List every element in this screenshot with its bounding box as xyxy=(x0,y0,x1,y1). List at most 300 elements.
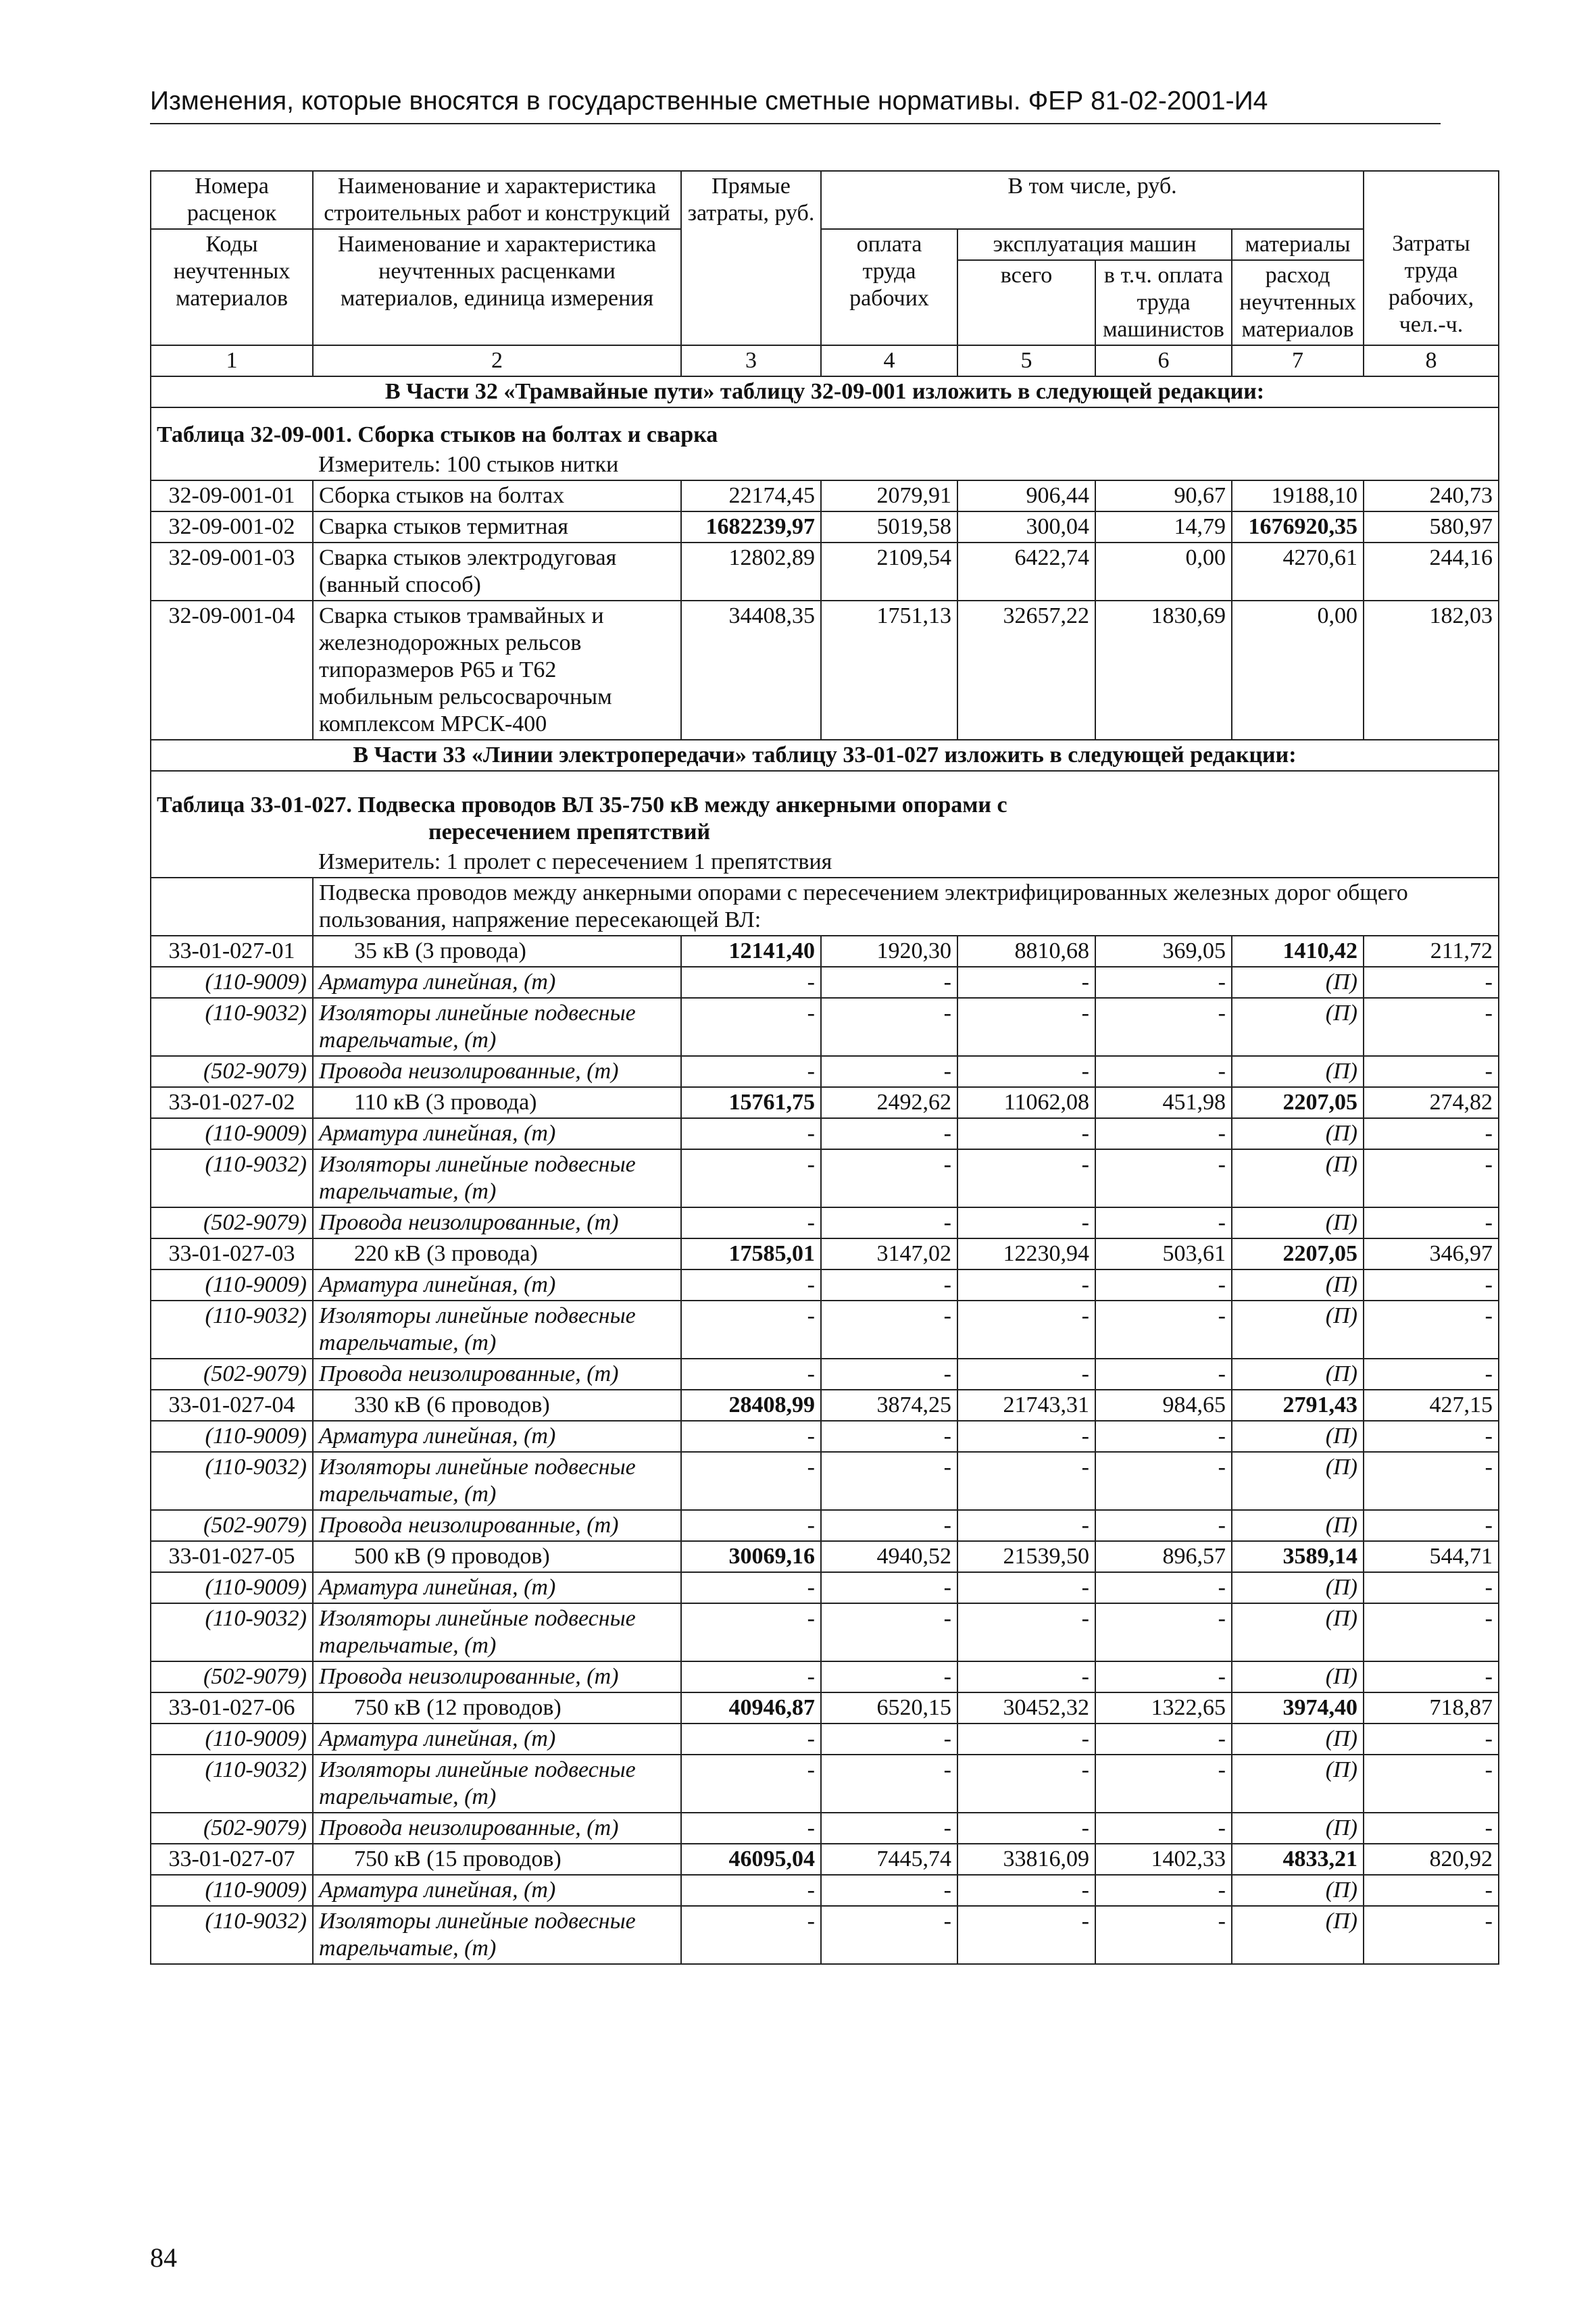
dash: - xyxy=(1364,1452,1499,1510)
machines-total: 30452,32 xyxy=(957,1692,1095,1724)
dash: - xyxy=(821,1875,957,1906)
unaccounted-material: (П) xyxy=(1232,1572,1364,1603)
part33-heading: В Части 33 «Линии электропередачи» таблицу 33-01-027 изложить в следующей редакции: xyxy=(151,740,1499,771)
dash: - xyxy=(957,1118,1095,1149)
table-head-row-1 xyxy=(151,171,1499,229)
materials: 4270,61 xyxy=(1232,543,1364,601)
worker-pay: 3147,02 xyxy=(821,1238,957,1269)
dash: - xyxy=(957,998,1095,1056)
part33-measure-row xyxy=(151,847,1499,878)
material-name: Изоляторы линейные подвесные тарельчатые, (т) xyxy=(313,1755,681,1813)
head-col2-top: Наименование и характеристика строительных работ и конструкций xyxy=(313,171,681,229)
dash: - xyxy=(1364,1813,1499,1844)
dash: - xyxy=(1095,1906,1232,1964)
dash: - xyxy=(957,1056,1095,1087)
dash: - xyxy=(681,1056,821,1087)
column-numbers: 1 2 3 4 5 6 7 8 xyxy=(151,345,1499,376)
materials: 19188,10 xyxy=(1232,480,1364,511)
material-code: (110-9032) xyxy=(151,1906,313,1964)
dash: - xyxy=(957,1301,1095,1359)
dash: - xyxy=(1364,998,1499,1056)
material-name: Изоляторы линейные подвесные тарельчатые, (т) xyxy=(313,1906,681,1964)
dash: - xyxy=(1095,1661,1232,1692)
dash: - xyxy=(957,1661,1095,1692)
dash: - xyxy=(821,1207,957,1238)
dash: - xyxy=(1364,1661,1499,1692)
dash: - xyxy=(821,1118,957,1149)
rate-name: 110 кВ (3 провода) xyxy=(313,1087,681,1118)
head-col7: расход неучтенных материалов xyxy=(1232,260,1364,345)
direct-costs: 34408,35 xyxy=(681,601,821,740)
dash: - xyxy=(681,1724,821,1755)
dash: - xyxy=(1095,967,1232,998)
table-row xyxy=(151,1692,1499,1724)
table-row xyxy=(151,1087,1499,1118)
dash: - xyxy=(1364,1906,1499,1964)
head-col3: Прямые затраты, руб. xyxy=(681,171,821,345)
operators-pay: 451,98 xyxy=(1095,1087,1232,1118)
dash: - xyxy=(681,998,821,1056)
material-name: Арматура линейная, (т) xyxy=(313,1269,681,1301)
labor-hours: 244,16 xyxy=(1364,543,1499,601)
dash: - xyxy=(957,1269,1095,1301)
rate-code: 33-01-027-01 xyxy=(151,936,313,967)
dash: - xyxy=(1095,1118,1232,1149)
material-code: (110-9032) xyxy=(151,1452,313,1510)
labor-hours: 580,97 xyxy=(1364,511,1499,543)
operators-pay: 14,79 xyxy=(1095,511,1232,543)
spacer xyxy=(151,878,313,936)
part33-group-note: Подвеска проводов между анкерными опорами с пересечением электрифицированных железных дорог общего пользования, напряжение пересекающей ВЛ: xyxy=(313,878,1499,936)
operators-pay: 984,65 xyxy=(1095,1390,1232,1421)
material-code: (502-9079) xyxy=(151,1359,313,1390)
material-name: Арматура линейная, (т) xyxy=(313,1572,681,1603)
materials: 2207,05 xyxy=(1232,1238,1364,1269)
part33-title-row-2 xyxy=(151,819,1499,847)
material-row xyxy=(151,1118,1499,1149)
dash: - xyxy=(1095,1875,1232,1906)
dash: - xyxy=(821,1452,957,1510)
dash: - xyxy=(821,1421,957,1452)
rate-code: 32-09-001-04 xyxy=(151,601,313,740)
operators-pay: 0,00 xyxy=(1095,543,1232,601)
part33-measure: Измеритель: 1 пролет с пересечением 1 препятствия xyxy=(313,847,1499,878)
machines-total: 21743,31 xyxy=(957,1390,1095,1421)
material-code: (110-9009) xyxy=(151,1421,313,1452)
dash: - xyxy=(957,1207,1095,1238)
dash: - xyxy=(681,1906,821,1964)
material-code: (110-9009) xyxy=(151,967,313,998)
worker-pay: 7445,74 xyxy=(821,1844,957,1875)
part32-heading-row xyxy=(151,376,1499,407)
rate-name: 500 кВ (9 проводов) xyxy=(313,1541,681,1572)
dash: - xyxy=(1095,1452,1232,1510)
direct-costs: 40946,87 xyxy=(681,1692,821,1724)
material-row xyxy=(151,1207,1499,1238)
dash: - xyxy=(821,1572,957,1603)
unaccounted-material: (П) xyxy=(1232,1269,1364,1301)
labor-hours: 211,72 xyxy=(1364,936,1499,967)
dash: - xyxy=(957,1359,1095,1390)
dash: - xyxy=(681,1118,821,1149)
dash: - xyxy=(1364,1269,1499,1301)
machines-total: 21539,50 xyxy=(957,1541,1095,1572)
worker-pay: 2079,91 xyxy=(821,480,957,511)
direct-costs: 17585,01 xyxy=(681,1238,821,1269)
dash: - xyxy=(1095,1603,1232,1661)
dash: - xyxy=(821,1359,957,1390)
dash: - xyxy=(957,1755,1095,1813)
dash: - xyxy=(681,1661,821,1692)
operators-pay: 1322,65 xyxy=(1095,1692,1232,1724)
dash: - xyxy=(821,1301,957,1359)
head-col5: всего xyxy=(957,260,1095,345)
material-code: (110-9032) xyxy=(151,1301,313,1359)
worker-pay: 2492,62 xyxy=(821,1087,957,1118)
material-code: (110-9032) xyxy=(151,998,313,1056)
worker-pay: 6520,15 xyxy=(821,1692,957,1724)
dash: - xyxy=(1095,1510,1232,1541)
material-code: (110-9032) xyxy=(151,1149,313,1207)
worker-pay: 4940,52 xyxy=(821,1541,957,1572)
table-row xyxy=(151,543,1499,601)
materials: 1410,42 xyxy=(1232,936,1364,967)
direct-costs: 12141,40 xyxy=(681,936,821,967)
dash: - xyxy=(1364,1118,1499,1149)
materials: 2791,43 xyxy=(1232,1390,1364,1421)
material-row xyxy=(151,1149,1499,1207)
dash: - xyxy=(1364,1510,1499,1541)
unaccounted-material: (П) xyxy=(1232,1603,1364,1661)
rate-code: 32-09-001-01 xyxy=(151,480,313,511)
table-head-row-2 xyxy=(151,229,1499,260)
material-name: Изоляторы линейные подвесные тарельчатые, (т) xyxy=(313,1603,681,1661)
dash: - xyxy=(681,1875,821,1906)
dash: - xyxy=(681,1269,821,1301)
material-code: (110-9032) xyxy=(151,1755,313,1813)
part32-measure: Измеритель: 100 стыков нитки xyxy=(313,450,1499,480)
table-row xyxy=(151,511,1499,543)
dash: - xyxy=(1095,1813,1232,1844)
unaccounted-material: (П) xyxy=(1232,1207,1364,1238)
operators-pay: 1402,33 xyxy=(1095,1844,1232,1875)
rate-code: 32-09-001-03 xyxy=(151,543,313,601)
head-col4: оплата труда рабочих xyxy=(821,229,957,345)
dash: - xyxy=(681,1301,821,1359)
material-name: Арматура линейная, (т) xyxy=(313,967,681,998)
dash: - xyxy=(957,1906,1095,1964)
part33-table-title-2: пересечением препятствий xyxy=(151,819,1499,847)
material-row xyxy=(151,1661,1499,1692)
dash: - xyxy=(957,1875,1095,1906)
material-name: Арматура линейная, (т) xyxy=(313,1118,681,1149)
material-name: Провода неизолированные, (т) xyxy=(313,1661,681,1692)
dash: - xyxy=(1364,1207,1499,1238)
rate-name: Сварка стыков трамвайных и железнодорожных рельсов типоразмеров Р65 и Т62 мобильным рельсосварочным комплексом МРСК-400 xyxy=(313,601,681,740)
direct-costs: 28408,99 xyxy=(681,1390,821,1421)
dash: - xyxy=(1095,1755,1232,1813)
labor-hours: 544,71 xyxy=(1364,1541,1499,1572)
dash: - xyxy=(1095,1056,1232,1087)
unaccounted-material: (П) xyxy=(1232,998,1364,1056)
dash: - xyxy=(821,1056,957,1087)
rate-code: 33-01-027-06 xyxy=(151,1692,313,1724)
unaccounted-material: (П) xyxy=(1232,1510,1364,1541)
unaccounted-material: (П) xyxy=(1232,1452,1364,1510)
material-name: Арматура линейная, (т) xyxy=(313,1421,681,1452)
part33-table-title: Таблица 33-01-027. Подвеска проводов ВЛ 35-750 кВ между анкерными опорами с xyxy=(151,771,1499,819)
dash: - xyxy=(821,998,957,1056)
labor-hours: 182,03 xyxy=(1364,601,1499,740)
spacer xyxy=(151,847,313,878)
rate-name: Сварка стыков термитная xyxy=(313,511,681,543)
direct-costs: 46095,04 xyxy=(681,1844,821,1875)
dash: - xyxy=(821,1269,957,1301)
dash: - xyxy=(957,1421,1095,1452)
part32-table-title: Таблица 32-09-001. Сборка стыков на болтах и сварка xyxy=(151,407,1499,450)
material-name: Провода неизолированные, (т) xyxy=(313,1813,681,1844)
material-row xyxy=(151,1421,1499,1452)
dash: - xyxy=(1364,1149,1499,1207)
machines-total: 12230,94 xyxy=(957,1238,1095,1269)
dash: - xyxy=(681,967,821,998)
dash: - xyxy=(957,1452,1095,1510)
material-name: Провода неизолированные, (т) xyxy=(313,1510,681,1541)
head-col1-top: Номера расценок xyxy=(151,171,313,229)
rate-code: 32-09-001-02 xyxy=(151,511,313,543)
material-row xyxy=(151,967,1499,998)
rate-name: 35 кВ (3 провода) xyxy=(313,936,681,967)
operators-pay: 90,67 xyxy=(1095,480,1232,511)
materials: 1676920,35 xyxy=(1232,511,1364,543)
head-machines: эксплуатация машин xyxy=(957,229,1232,260)
head-col6: в т.ч. оплата труда машинистов xyxy=(1095,260,1232,345)
rate-code: 33-01-027-02 xyxy=(151,1087,313,1118)
material-name: Изоляторы линейные подвесные тарельчатые, (т) xyxy=(313,1149,681,1207)
labor-hours: 718,87 xyxy=(1364,1692,1499,1724)
dash: - xyxy=(681,1421,821,1452)
direct-costs: 30069,16 xyxy=(681,1541,821,1572)
dash: - xyxy=(681,1149,821,1207)
dash: - xyxy=(1364,1875,1499,1906)
dash: - xyxy=(1095,1301,1232,1359)
material-code: (502-9079) xyxy=(151,1813,313,1844)
dash: - xyxy=(1095,1724,1232,1755)
unaccounted-material: (П) xyxy=(1232,1906,1364,1964)
dash: - xyxy=(957,1510,1095,1541)
material-code: (110-9009) xyxy=(151,1269,313,1301)
dash: - xyxy=(957,1724,1095,1755)
material-name: Арматура линейная, (т) xyxy=(313,1724,681,1755)
machines-total: 11062,08 xyxy=(957,1087,1095,1118)
table-row xyxy=(151,936,1499,967)
unaccounted-material: (П) xyxy=(1232,1421,1364,1452)
rates-table xyxy=(150,170,1499,1965)
dash: - xyxy=(1364,1572,1499,1603)
rate-name: Сборка стыков на болтах xyxy=(313,480,681,511)
rate-name: 750 кВ (12 проводов) xyxy=(313,1692,681,1724)
dash: - xyxy=(821,1724,957,1755)
dash: - xyxy=(1364,1603,1499,1661)
material-code: (110-9009) xyxy=(151,1118,313,1149)
running-header: Изменения, которые вносятся в государственные сметные нормативы. ФЕР 81-02-2001-И4 xyxy=(150,86,1268,116)
unaccounted-material: (П) xyxy=(1232,1056,1364,1087)
material-code: (502-9079) xyxy=(151,1510,313,1541)
dash: - xyxy=(957,967,1095,998)
part32-heading: В Части 32 «Трамвайные пути» таблицу 32-09-001 изложить в следующей редакции: xyxy=(151,376,1499,407)
operators-pay: 1830,69 xyxy=(1095,601,1232,740)
dash: - xyxy=(1095,1572,1232,1603)
machines-total: 32657,22 xyxy=(957,601,1095,740)
dash: - xyxy=(1364,1301,1499,1359)
unaccounted-material: (П) xyxy=(1232,1149,1364,1207)
labor-hours: 820,92 xyxy=(1364,1844,1499,1875)
operators-pay: 896,57 xyxy=(1095,1541,1232,1572)
rate-code: 33-01-027-07 xyxy=(151,1844,313,1875)
material-code: (502-9079) xyxy=(151,1661,313,1692)
dash: - xyxy=(1095,998,1232,1056)
material-code: (502-9079) xyxy=(151,1056,313,1087)
dash: - xyxy=(1364,1421,1499,1452)
rate-name: 750 кВ (15 проводов) xyxy=(313,1844,681,1875)
unaccounted-material: (П) xyxy=(1232,1724,1364,1755)
head-materials: материалы xyxy=(1232,229,1364,260)
dash: - xyxy=(1095,1359,1232,1390)
material-row xyxy=(151,1359,1499,1390)
table-row xyxy=(151,480,1499,511)
dash: - xyxy=(957,1813,1095,1844)
dash: - xyxy=(1364,1755,1499,1813)
table-row xyxy=(151,1844,1499,1875)
operators-pay: 369,05 xyxy=(1095,936,1232,967)
dash: - xyxy=(681,1359,821,1390)
materials: 0,00 xyxy=(1232,601,1364,740)
material-code: (110-9032) xyxy=(151,1603,313,1661)
dash: - xyxy=(1364,1724,1499,1755)
material-row xyxy=(151,1875,1499,1906)
material-row xyxy=(151,1813,1499,1844)
dash: - xyxy=(1364,967,1499,998)
rate-name: 220 кВ (3 провода) xyxy=(313,1238,681,1269)
material-name: Изоляторы линейные подвесные тарельчатые, (т) xyxy=(313,1301,681,1359)
rate-code: 33-01-027-05 xyxy=(151,1541,313,1572)
material-row xyxy=(151,1724,1499,1755)
material-row xyxy=(151,1510,1499,1541)
unaccounted-material: (П) xyxy=(1232,967,1364,998)
dash: - xyxy=(681,1755,821,1813)
dash: - xyxy=(957,1603,1095,1661)
table-row xyxy=(151,1238,1499,1269)
dash: - xyxy=(821,1603,957,1661)
rate-name: Сварка стыков электродуговая (ванный способ) xyxy=(313,543,681,601)
dash: - xyxy=(1095,1269,1232,1301)
part33-title-row xyxy=(151,771,1499,819)
dash: - xyxy=(1095,1207,1232,1238)
unaccounted-material: (П) xyxy=(1232,1661,1364,1692)
dash: - xyxy=(681,1603,821,1661)
machines-total: 300,04 xyxy=(957,511,1095,543)
dash: - xyxy=(821,1149,957,1207)
dash: - xyxy=(821,967,957,998)
labor-hours: 274,82 xyxy=(1364,1087,1499,1118)
material-row xyxy=(151,1301,1499,1359)
worker-pay: 5019,58 xyxy=(821,511,957,543)
unaccounted-material: (П) xyxy=(1232,1301,1364,1359)
part33-heading-row xyxy=(151,740,1499,771)
dash: - xyxy=(957,1572,1095,1603)
material-name: Арматура линейная, (т) xyxy=(313,1875,681,1906)
rate-code: 33-01-027-04 xyxy=(151,1390,313,1421)
material-name: Провода неизолированные, (т) xyxy=(313,1359,681,1390)
worker-pay: 1751,13 xyxy=(821,601,957,740)
unaccounted-material: (П) xyxy=(1232,1118,1364,1149)
table-row xyxy=(151,1390,1499,1421)
worker-pay: 3874,25 xyxy=(821,1390,957,1421)
material-code: (110-9009) xyxy=(151,1875,313,1906)
dash: - xyxy=(821,1510,957,1541)
material-row xyxy=(151,998,1499,1056)
machines-total: 8810,68 xyxy=(957,936,1095,967)
material-row xyxy=(151,1906,1499,1964)
head-col2-bottom: Наименование и характеристика неучтенных расценками материалов, единица измерения xyxy=(313,229,681,345)
dash: - xyxy=(821,1906,957,1964)
materials: 3974,40 xyxy=(1232,1692,1364,1724)
material-name: Провода неизолированные, (т) xyxy=(313,1056,681,1087)
material-code: (110-9009) xyxy=(151,1572,313,1603)
materials: 2207,05 xyxy=(1232,1087,1364,1118)
material-row xyxy=(151,1603,1499,1661)
material-row xyxy=(151,1452,1499,1510)
rate-name: 330 кВ (6 проводов) xyxy=(313,1390,681,1421)
rate-code: 33-01-027-03 xyxy=(151,1238,313,1269)
material-row xyxy=(151,1572,1499,1603)
dash: - xyxy=(681,1510,821,1541)
material-row xyxy=(151,1755,1499,1813)
direct-costs: 1682239,97 xyxy=(681,511,821,543)
machines-total: 33816,09 xyxy=(957,1844,1095,1875)
material-name: Изоляторы линейные подвесные тарельчатые, (т) xyxy=(313,1452,681,1510)
dash: - xyxy=(1095,1421,1232,1452)
dash: - xyxy=(681,1572,821,1603)
head-col8: Затраты труда рабочих, чел.-ч. xyxy=(1364,229,1499,345)
worker-pay: 1920,30 xyxy=(821,936,957,967)
unaccounted-material: (П) xyxy=(1232,1755,1364,1813)
material-row xyxy=(151,1056,1499,1087)
dash: - xyxy=(1364,1056,1499,1087)
labor-hours: 427,15 xyxy=(1364,1390,1499,1421)
direct-costs: 12802,89 xyxy=(681,543,821,601)
material-name: Изоляторы линейные подвесные тарельчатые, (т) xyxy=(313,998,681,1056)
dash: - xyxy=(681,1207,821,1238)
material-name: Провода неизолированные, (т) xyxy=(313,1207,681,1238)
table-row xyxy=(151,601,1499,740)
operators-pay: 503,61 xyxy=(1095,1238,1232,1269)
labor-hours: 346,97 xyxy=(1364,1238,1499,1269)
dash: - xyxy=(681,1813,821,1844)
material-code: (110-9009) xyxy=(151,1724,313,1755)
dash: - xyxy=(1095,1149,1232,1207)
dash: - xyxy=(821,1661,957,1692)
machines-total: 6422,74 xyxy=(957,543,1095,601)
unaccounted-material: (П) xyxy=(1232,1813,1364,1844)
head-group: В том числе, руб. xyxy=(821,171,1364,229)
dash: - xyxy=(821,1813,957,1844)
part33-group-row xyxy=(151,878,1499,936)
page-number: 84 xyxy=(150,2242,177,2273)
dash: - xyxy=(681,1452,821,1510)
material-code: (502-9079) xyxy=(151,1207,313,1238)
materials: 4833,21 xyxy=(1232,1844,1364,1875)
